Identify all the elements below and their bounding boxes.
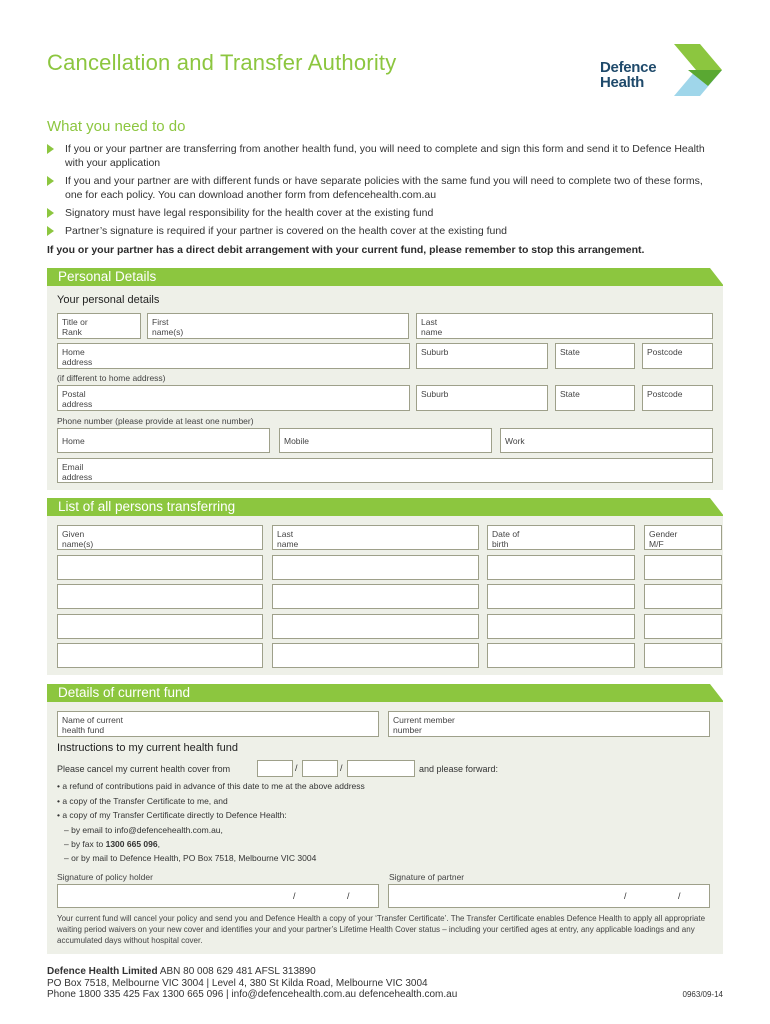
mail-option: – or by mail to Defence Health, PO Box 7518, Melbourne VIC 3004 [64, 853, 317, 863]
forward-label: and please forward: [419, 764, 499, 774]
current-fund-header: Details of current fund [47, 684, 723, 702]
current-fund-section [47, 684, 723, 954]
refund-item: • a refund of contributions paid in advance of this date to me at the above address [57, 781, 365, 791]
home-phone-field[interactable]: Home [57, 428, 270, 453]
intro-bullets [47, 142, 722, 242]
cancel-month-input[interactable] [302, 760, 338, 777]
intro-bullet: Signatory must have legal responsibility for the health cover at the existing fund [47, 206, 722, 220]
arrow-icon [47, 208, 54, 218]
given-name-input[interactable] [57, 614, 263, 639]
cancel-day-input[interactable] [257, 760, 293, 777]
intro-bullet: If you and your partner are with different funds or have separate policies with the same fund you will need to complete two of these forms, one for each policy. You can download another form from defencehealth.com.au [47, 174, 722, 202]
defence-health-logo [596, 42, 726, 98]
home-suburb-field[interactable]: Suburb [416, 343, 548, 369]
gender-input[interactable] [644, 555, 722, 580]
cancel-from-label: Please cancel my current health cover from [57, 764, 231, 774]
arrow-icon [47, 144, 54, 154]
given-name-input[interactable] [57, 643, 263, 668]
intro-heading: What you need to do [47, 118, 186, 135]
if-different-label: (if different to home address) [57, 373, 166, 383]
certificate-to-defence-item: • a copy of my Transfer Certificate directly to Defence Health: [57, 810, 287, 820]
persons-transferring-section [47, 498, 723, 675]
home-address-field[interactable]: Home address [57, 343, 410, 369]
personal-details-header: Personal Details [47, 268, 723, 286]
dob-input[interactable] [487, 555, 635, 580]
first-names-field[interactable]: First name(s) [147, 313, 409, 339]
your-personal-details-label: Your personal details [57, 294, 160, 306]
date-separator: / [340, 763, 343, 773]
dob-input[interactable] [487, 643, 635, 668]
postal-postcode-field[interactable]: Postcode [642, 385, 713, 411]
mobile-phone-field[interactable]: Mobile [279, 428, 492, 453]
personal-details-section [47, 268, 723, 490]
direct-debit-note: If you or your partner has a direct debit arrangement with your current fund, please remember to stop this arrangement. [47, 244, 645, 256]
postal-state-field[interactable]: State [555, 385, 635, 411]
gender-input[interactable] [644, 614, 722, 639]
last-name-header-cell: Last name [272, 525, 479, 550]
gender-input[interactable] [644, 584, 722, 609]
home-postcode-field[interactable]: Postcode [642, 343, 713, 369]
persons-transferring-header: List of all persons transferring [47, 498, 723, 516]
last-name-input[interactable] [272, 643, 479, 668]
gender-header-cell: Gender M/F [644, 525, 722, 550]
given-name-input[interactable] [57, 555, 263, 580]
logo-line2: Health [600, 74, 645, 91]
logo-line1: Defence [600, 59, 657, 76]
gender-input[interactable] [644, 643, 722, 668]
postal-suburb-field[interactable]: Suburb [416, 385, 548, 411]
date-separator: / [295, 763, 298, 773]
cancel-year-input[interactable] [347, 760, 415, 777]
home-state-field[interactable]: State [555, 343, 635, 369]
transfer-certificate-note: Your current fund will cancel your policy and send you and Defence Health a copy of your ‘Transfer Certificate’. The Transfer Certificate enables Defence Health to apply all appropriate waiting period waivers on your new cover and identifies your and your partner’s Lifetime Health Cover status – including your certified ages at entry, any applicable loadings and any accumulated days without hospital cover. [57, 914, 706, 945]
given-name-input[interactable] [57, 584, 263, 609]
last-name-input[interactable] [272, 555, 479, 580]
footer [47, 966, 457, 1001]
footer-company-line: Defence Health Limited ABN 80 008 629 481 AFSL 313890 [47, 966, 316, 977]
signature-holder-field[interactable]: / / [57, 884, 379, 908]
email-address-field[interactable]: Email address [57, 458, 713, 483]
email-option: – by email to info@defencehealth.com.au, [64, 825, 223, 835]
member-number-field[interactable]: Current member number [388, 711, 710, 737]
arrow-icon [47, 226, 54, 236]
last-name-field[interactable]: Last name [416, 313, 713, 339]
current-fund-name-field[interactable]: Name of current health fund [57, 711, 379, 737]
intro-bullet: If you or your partner are transferring from another health fund, you will need to complete and sign this form and send it to Defence Health with your application [47, 142, 722, 170]
arrow-icon [47, 176, 54, 186]
signature-partner-field[interactable]: / / [388, 884, 710, 908]
intro-bullet: Partner’s signature is required if your partner is covered on the health cover at the existing fund [47, 224, 722, 238]
certificate-to-me-item: • a copy of the Transfer Certificate to me, and [57, 796, 228, 806]
dob-input[interactable] [487, 614, 635, 639]
given-names-header-cell: Given name(s) [57, 525, 263, 550]
phone-note-label: Phone number (please provide at least one number) [57, 416, 254, 426]
footer-address-line: PO Box 7518, Melbourne VIC 3004 | Level 4, 380 St Kilda Road, Melbourne VIC 3004 [47, 977, 428, 989]
footer-contact-line: Phone 1800 335 425 Fax 1300 665 096 | info@defencehealth.com.au defencehealth.com.au [47, 989, 458, 1000]
date-of-birth-header-cell: Date of birth [487, 525, 635, 550]
dob-input[interactable] [487, 584, 635, 609]
signature-holder-label: Signature of policy holder [57, 872, 153, 882]
page-title: Cancellation and Transfer Authority [47, 50, 397, 75]
title-rank-field[interactable]: Title or Rank [57, 313, 141, 339]
postal-address-field[interactable]: Postal address [57, 385, 410, 411]
form-code: 0963/09-14 [682, 990, 723, 999]
fax-option: – by fax to 1300 665 096, [64, 839, 160, 849]
last-name-input[interactable] [272, 614, 479, 639]
signature-partner-label: Signature of partner [389, 872, 465, 882]
instructions-heading: Instructions to my current health fund [57, 742, 238, 754]
last-name-input[interactable] [272, 584, 479, 609]
work-phone-field[interactable]: Work [500, 428, 713, 453]
